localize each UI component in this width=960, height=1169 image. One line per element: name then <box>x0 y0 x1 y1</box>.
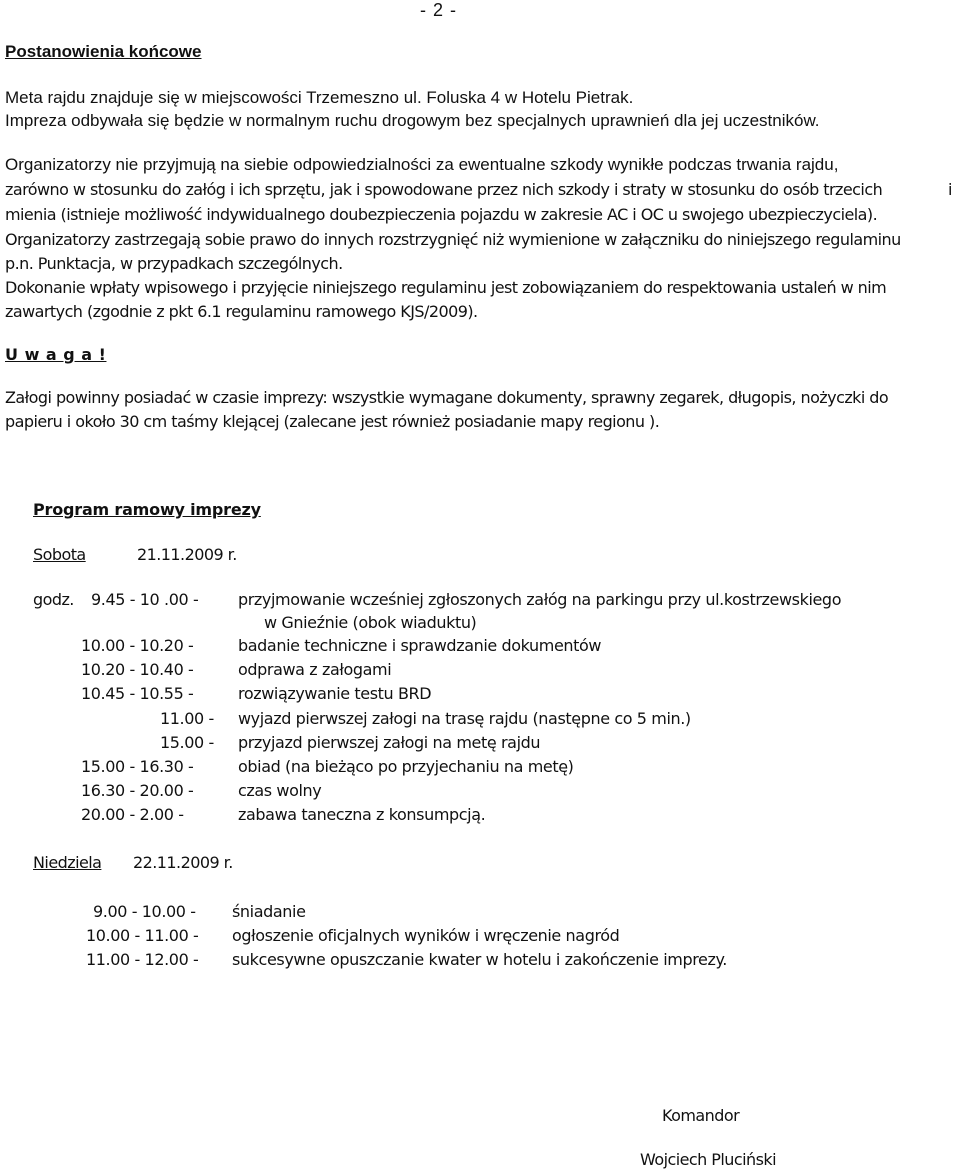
schedule-row <box>0 709 960 729</box>
schedule-desc: czas wolny <box>238 781 322 800</box>
schedule-desc: przyjmowanie wcześniej zgłoszonych załóg na parkingu przy ul.kostrzewskiego <box>238 590 842 609</box>
liability-line-6: Dokonanie wpłaty wpisowego i przyjęcie niniejszego regulaminu jest zobowiązaniem do respektowania ustaleń w nim <box>5 278 887 297</box>
sunday-label: Niedziela <box>33 853 102 872</box>
schedule-desc: rozwiązywanie testu BRD <box>238 684 432 703</box>
schedule-row <box>0 926 960 946</box>
schedule-time: 20.00 - 2.00 - <box>81 805 184 824</box>
signature-title: Komandor <box>662 1106 740 1125</box>
schedule-row <box>0 781 960 801</box>
liability-line-5: p.n. Punktacja, w przypadkach szczególnych. <box>5 254 343 273</box>
schedule-time: 10.45 - 10.55 - <box>81 684 194 703</box>
saturday-date: 21.11.2009 r. <box>137 545 237 564</box>
schedule-time: 10.20 - 10.40 - <box>81 660 194 679</box>
schedule-row <box>0 950 960 970</box>
schedule-time: 10.00 - 11.00 - <box>86 926 199 945</box>
schedule-desc: obiad (na bieżąco po przyjechaniu na metę) <box>238 757 574 776</box>
schedule-row <box>0 636 960 656</box>
program-heading: Program ramowy imprezy <box>33 500 261 519</box>
final-provisions-line-2: Impreza odbywała się będzie w normalnym ruchu drogowym bez specjalnych uprawnień dla jej uczestników. <box>5 111 820 130</box>
schedule-desc: odprawa z załogami <box>238 660 392 679</box>
liability-line-2-end: i <box>948 180 952 199</box>
schedule-desc: zabawa taneczna z konsumpcją. <box>238 805 486 824</box>
schedule-desc: w Gnieźnie (obok wiaduktu) <box>264 613 477 632</box>
warning-heading: U w a g a ! <box>5 345 107 364</box>
schedule-row <box>0 733 960 753</box>
schedule-time: 15.00 - 16.30 - <box>81 757 194 776</box>
godz-label: godz. <box>33 590 74 609</box>
schedule-time: 9.45 - 10 .00 - <box>91 590 199 609</box>
schedule-row <box>0 660 960 680</box>
liability-line-1: Organizatorzy nie przyjmują na siebie odpowiedzialności za ewentualne szkody wynikłe podczas trwania rajdu, <box>5 155 839 174</box>
schedule-desc: sukcesywne opuszczanie kwater w hotelu i zakończenie imprezy. <box>232 950 727 969</box>
final-provisions-heading: Postanowienia końcowe <box>5 42 202 61</box>
saturday-label: Sobota <box>33 545 86 564</box>
schedule-time: 16.30 - 20.00 - <box>81 781 194 800</box>
schedule-desc: wyjazd pierwszej załogi na trasę rajdu (następne co 5 min.) <box>238 709 691 728</box>
sunday-date: 22.11.2009 r. <box>133 853 233 872</box>
schedule-row <box>0 613 960 633</box>
schedule-desc: przyjazd pierwszej załogi na metę rajdu <box>238 733 541 752</box>
liability-line-4: Organizatorzy zastrzegają sobie prawo do innych rozstrzygnięć niż wymienione w załączniku do niniejszego regulaminu <box>5 230 901 249</box>
schedule-time: 15.00 - <box>160 733 214 752</box>
liability-line-7: zawartych (zgodnie z pkt 6.1 regulaminu ramowego KJS/2009). <box>5 302 478 321</box>
schedule-time: 11.00 - 12.00 - <box>86 950 199 969</box>
final-provisions-line-1: Meta rajdu znajduje się w miejscowości Trzemeszno ul. Foluska 4 w Hotelu Pietrak. <box>5 88 634 107</box>
schedule-row <box>0 757 960 777</box>
schedule-row <box>0 805 960 825</box>
warning-line-1: Załogi powinny posiadać w czasie imprezy: wszystkie wymagane dokumenty, sprawny zegarek, długopis, nożyczki do <box>5 388 889 407</box>
schedule-desc: badanie techniczne i sprawdzanie dokumentów <box>238 636 602 655</box>
liability-line-3: mienia (istnieje możliwość indywidualnego doubezpieczenia pojazdu w zakresie AC i OC u swojego ubezpieczyciela). <box>5 205 878 224</box>
schedule-row <box>0 684 960 704</box>
signature-name: Wojciech Pluciński <box>640 1150 776 1169</box>
schedule-time: 10.00 - 10.20 - <box>81 636 194 655</box>
schedule-time: 9.00 - 10.00 - <box>93 902 196 921</box>
page-number: - 2 - <box>420 0 458 20</box>
schedule-row <box>0 590 960 610</box>
schedule-desc: ogłoszenie oficjalnych wyników i wręczenie nagród <box>232 926 620 945</box>
schedule-time: 11.00 - <box>160 709 214 728</box>
warning-line-2: papieru i około 30 cm taśmy klejącej (zalecane jest również posiadanie mapy regionu ). <box>5 412 660 431</box>
schedule-row <box>0 902 960 922</box>
schedule-desc: śniadanie <box>232 902 306 921</box>
liability-line-2: zarówno w stosunku do załóg i ich sprzętu, jak i spowodowane przez nich szkody i straty w stosunku do osób trzecich <box>5 180 883 199</box>
